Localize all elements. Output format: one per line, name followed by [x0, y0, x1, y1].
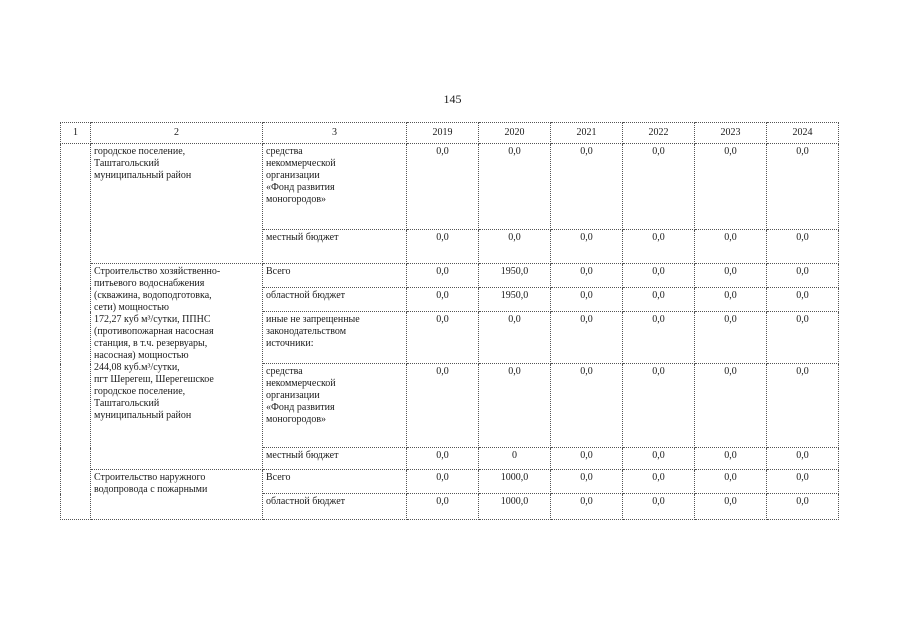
value-cell: 0,0 [767, 448, 839, 470]
value-cell: 0,0 [407, 144, 479, 230]
value-cell: 0,0 [623, 494, 695, 520]
value-cell: 0,0 [407, 288, 479, 312]
source-label: областной бюджет [266, 496, 346, 507]
budget-table [60, 122, 839, 520]
value-cell: 0,0 [479, 364, 551, 448]
table-row [61, 470, 839, 494]
value-cell: 0,0 [623, 364, 695, 448]
value-cell: 0,0 [407, 470, 479, 494]
source-cell [263, 470, 407, 494]
value-cell: 0,0 [479, 144, 551, 230]
value-cell: 0,0 [623, 230, 695, 264]
source-label: местный бюджет [266, 232, 339, 243]
object-name: Строительство наружного водопровода с пожарными [94, 472, 208, 495]
table-row [61, 264, 839, 288]
source-cell [263, 288, 407, 312]
source-label: иные не запрещенные законодательством источники: [266, 314, 360, 349]
value-cell: 0,0 [551, 312, 623, 364]
value-cell: 0,0 [623, 288, 695, 312]
value-cell: 0,0 [695, 494, 767, 520]
header-cell: 3 [263, 123, 407, 144]
value-cell: 0,0 [623, 470, 695, 494]
value-cell: 1950,0 [479, 288, 551, 312]
object-name: Строительство хозяйственно- питьевого водоснабжения (скважина, водоподготовка, сети) мощностью 172,27 куб м³/сутки, ППНС (противопожарная насосная станция, в т.ч. резервуары, насосная) мощностью 244,08 куб.м³/сутки, пгт Шерегеш, Шерегешское городское поселение, Таштагольский муниципальный район [94, 266, 221, 421]
value-cell: 0,0 [407, 494, 479, 520]
value-cell: 0,0 [551, 364, 623, 448]
value-cell: 0 [479, 448, 551, 470]
header-cell: 2019 [407, 123, 479, 144]
value-cell: 0,0 [623, 448, 695, 470]
source-cell [263, 312, 407, 364]
header-row [61, 123, 839, 144]
value-cell: 0,0 [551, 144, 623, 230]
value-cell: 1950,0 [479, 264, 551, 288]
value-cell: 0,0 [767, 364, 839, 448]
source-label: местный бюджет [266, 450, 339, 461]
row-number-cell [61, 144, 91, 520]
value-cell: 0,0 [479, 230, 551, 264]
source-label: Всего [266, 472, 291, 483]
value-cell: 1000,0 [479, 494, 551, 520]
value-cell: 0,0 [767, 144, 839, 230]
value-cell: 0,0 [695, 364, 767, 448]
value-cell: 1000,0 [479, 470, 551, 494]
value-cell: 0,0 [767, 494, 839, 520]
value-cell: 0,0 [551, 494, 623, 520]
value-cell: 0,0 [767, 264, 839, 288]
source-cell [263, 144, 407, 230]
source-cell [263, 230, 407, 264]
source-cell [263, 264, 407, 288]
source-cell [263, 494, 407, 520]
value-cell: 0,0 [551, 288, 623, 312]
header-cell: 2024 [767, 123, 839, 144]
header-cell: 2020 [479, 123, 551, 144]
value-cell: 0,0 [695, 288, 767, 312]
value-cell: 0,0 [695, 230, 767, 264]
value-cell: 0,0 [551, 448, 623, 470]
value-cell: 0,0 [695, 470, 767, 494]
header-cell: 1 [61, 123, 91, 144]
value-cell: 0,0 [479, 312, 551, 364]
value-cell: 0,0 [407, 230, 479, 264]
source-cell [263, 448, 407, 470]
source-label: средства некоммерческой организации «Фонд развития моногородов» [266, 366, 336, 425]
object-name: городское поселение, Таштагольский муниципальный район [94, 146, 192, 181]
value-cell: 0,0 [695, 448, 767, 470]
value-cell: 0,0 [623, 144, 695, 230]
value-cell: 0,0 [695, 312, 767, 364]
page-number: 145 [443, 92, 462, 106]
value-cell: 0,0 [407, 264, 479, 288]
header-cell: 2021 [551, 123, 623, 144]
header-cell: 2023 [695, 123, 767, 144]
source-label: средства некоммерческой организации «Фонд развития моногородов» [266, 146, 336, 205]
value-cell: 0,0 [767, 230, 839, 264]
value-cell: 0,0 [767, 312, 839, 364]
value-cell: 0,0 [407, 364, 479, 448]
source-cell [263, 364, 407, 448]
object-name-cell [91, 144, 263, 264]
value-cell: 0,0 [623, 264, 695, 288]
table-row [61, 144, 839, 230]
value-cell: 0,0 [695, 144, 767, 230]
value-cell: 0,0 [767, 470, 839, 494]
object-name-cell [91, 264, 263, 470]
value-cell: 0,0 [695, 264, 767, 288]
value-cell: 0,0 [767, 288, 839, 312]
value-cell: 0,0 [407, 312, 479, 364]
value-cell: 0,0 [551, 230, 623, 264]
value-cell: 0,0 [551, 264, 623, 288]
header-cell: 2022 [623, 123, 695, 144]
source-label: Всего [266, 266, 291, 277]
header-cell: 2 [91, 123, 263, 144]
source-label: областной бюджет [266, 290, 346, 301]
value-cell: 0,0 [407, 448, 479, 470]
value-cell: 0,0 [623, 312, 695, 364]
object-name-cell [91, 470, 263, 520]
value-cell: 0,0 [551, 470, 623, 494]
